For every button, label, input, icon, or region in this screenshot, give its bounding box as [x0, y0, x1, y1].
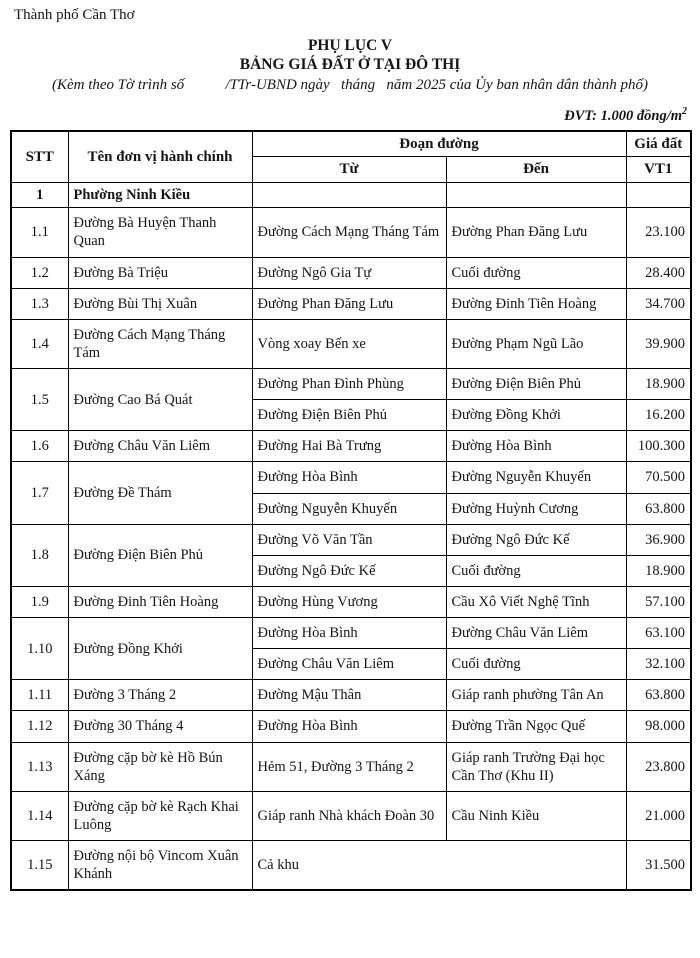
col-header-admin-unit: Tên đơn vị hành chính — [68, 131, 252, 183]
street-name-cell: Đường Cách Mạng Tháng Tám — [68, 319, 252, 368]
appendix-title: PHỤ LỤC V — [307, 37, 393, 54]
document-subtitle: (Kèm theo Tờ trình số /TTr-UBND ngày tháng năm 2025 của Ủy ban nhân dân thành phố) — [51, 76, 649, 93]
segment-from-cell: Đường Phan Đăng Lưu — [252, 288, 446, 319]
street-name-cell: Đường cặp bờ kè Rạch Khai Luông — [68, 791, 252, 840]
city-label: Thành phố Cần Thơ — [14, 7, 135, 23]
street-name-cell: Đường cặp bờ kè Hồ Bún Xáng — [68, 742, 252, 791]
street-number-cell: 1.4 — [11, 319, 68, 368]
segment-to-cell: Đường Phạm Ngũ Lão — [446, 319, 626, 368]
street-number-cell: 1.15 — [11, 841, 68, 891]
street-name-cell: Đường 3 Tháng 2 — [68, 680, 252, 711]
land-price-table — [10, 130, 692, 892]
col-header-stt: STT — [11, 131, 68, 183]
segment-from-cell: Đường Hòa Bình — [252, 618, 446, 649]
price-cell: 98.000 — [626, 711, 691, 742]
col-header-to: Đến — [446, 157, 626, 183]
col-header-segment-group: Đoạn đường — [252, 131, 626, 157]
col-header-price-group: Giá đất — [626, 131, 691, 157]
price-cell: 63.800 — [626, 493, 691, 524]
price-cell: 23.800 — [626, 742, 691, 791]
price-cell: 16.200 — [626, 400, 691, 431]
price-cell: 70.500 — [626, 462, 691, 493]
table-row — [11, 288, 691, 319]
price-cell: 34.700 — [626, 288, 691, 319]
street-number-cell: 1.5 — [11, 369, 68, 431]
price-cell: 100.300 — [626, 431, 691, 462]
street-number-cell: 1.3 — [11, 288, 68, 319]
street-name-cell: Đường Đề Thám — [68, 462, 252, 524]
street-number-cell: 1.10 — [11, 618, 68, 680]
segment-from-cell: Đường Nguyễn Khuyến — [252, 493, 446, 524]
street-name-cell: Đường Đinh Tiên Hoàng — [68, 586, 252, 617]
table-row — [11, 524, 691, 555]
price-cell: 39.900 — [626, 319, 691, 368]
street-number-cell: 1.14 — [11, 791, 68, 840]
segment-to-cell: Đường Nguyễn Khuyến — [446, 462, 626, 493]
section-name-cell: Phường Ninh Kiều — [68, 183, 252, 208]
table-header — [11, 131, 691, 183]
table-row — [11, 791, 691, 840]
segment-from-cell: Giáp ranh Nhà khách Đoàn 30 — [252, 791, 446, 840]
street-name-cell: Đường Bà Triệu — [68, 257, 252, 288]
section-row — [11, 183, 691, 208]
street-number-cell: 1.1 — [11, 208, 68, 257]
section-empty-price-cell — [626, 183, 691, 208]
segment-from-cell: Đường Võ Văn Tần — [252, 524, 446, 555]
segment-from-cell: Đường Hùng Vương — [252, 586, 446, 617]
segment-from-cell: Đường Phan Đình Phùng — [252, 369, 446, 400]
segment-to-cell: Giáp ranh Trường Đại học Cần Thơ (Khu II) — [446, 742, 626, 791]
street-number-cell: 1.13 — [11, 742, 68, 791]
segment-to-cell: Đường Đinh Tiên Hoàng — [446, 288, 626, 319]
price-cell: 36.900 — [626, 524, 691, 555]
street-number-cell: 1.6 — [11, 431, 68, 462]
price-cell: 21.000 — [626, 791, 691, 840]
segment-to-cell: Đường Châu Văn Liêm — [446, 618, 626, 649]
street-name-cell: Đường Châu Văn Liêm — [68, 431, 252, 462]
street-name-cell: Đường Cao Bá Quát — [68, 369, 252, 431]
street-name-cell: Đường Bà Huyện Thanh Quan — [68, 208, 252, 257]
table-row — [11, 208, 691, 257]
col-header-from: Từ — [252, 157, 446, 183]
table-body — [11, 183, 691, 891]
segment-to-cell: Đường Trần Ngọc Quế — [446, 711, 626, 742]
segment-to-cell: Đường Hòa Bình — [446, 431, 626, 462]
street-number-cell: 1.7 — [11, 462, 68, 524]
segment-to-cell: Đường Ngô Đức Kế — [446, 524, 626, 555]
segment-from-cell: Đường Mậu Thân — [252, 680, 446, 711]
table-row — [11, 462, 691, 493]
price-cell: 57.100 — [626, 586, 691, 617]
street-number-cell: 1.11 — [11, 680, 68, 711]
table-row — [11, 431, 691, 462]
table-row — [11, 711, 691, 742]
section-number-cell: 1 — [11, 183, 68, 208]
street-number-cell: 1.8 — [11, 524, 68, 586]
segment-to-cell: Cuối đường — [446, 649, 626, 680]
segment-from-cell: Cả khu — [252, 841, 626, 891]
section-empty-to-cell — [446, 183, 626, 208]
segment-to-cell: Cầu Xô Viết Nghệ Tĩnh — [446, 586, 626, 617]
segment-to-cell: Cuối đường — [446, 257, 626, 288]
segment-to-cell: Cầu Ninh Kiều — [446, 791, 626, 840]
segment-from-cell: Đường Điện Biên Phủ — [252, 400, 446, 431]
col-header-price-vt1: VT1 — [626, 157, 691, 183]
segment-from-cell: Đường Cách Mạng Tháng Tám — [252, 208, 446, 257]
unit-note-superscript: 2 — [682, 105, 687, 117]
title-block — [10, 37, 690, 94]
segment-to-cell: Đường Huỳnh Cương — [446, 493, 626, 524]
table-row — [11, 586, 691, 617]
street-name-cell: Đường Điện Biên Phủ — [68, 524, 252, 586]
document-title: BẢNG GIÁ ĐẤT Ở TẠI ĐÔ THỊ — [239, 55, 461, 73]
street-name-cell: Đường 30 Tháng 4 — [68, 711, 252, 742]
street-number-cell: 1.9 — [11, 586, 68, 617]
table-row — [11, 319, 691, 368]
segment-from-cell: Đường Ngô Đức Kế — [252, 555, 446, 586]
price-cell: 32.100 — [626, 649, 691, 680]
segment-to-cell: Giáp ranh phường Tân An — [446, 680, 626, 711]
segment-to-cell: Đường Phan Đăng Lưu — [446, 208, 626, 257]
table-row — [11, 618, 691, 649]
segment-from-cell: Đường Hai Bà Trưng — [252, 431, 446, 462]
table-row — [11, 369, 691, 400]
price-cell: 63.100 — [626, 618, 691, 649]
table-row — [11, 680, 691, 711]
table-row — [11, 841, 691, 891]
table-row — [11, 257, 691, 288]
segment-from-cell: Vòng xoay Bến xe — [252, 319, 446, 368]
price-cell: 18.900 — [626, 555, 691, 586]
segment-from-cell: Đường Hòa Bình — [252, 711, 446, 742]
street-number-cell: 1.12 — [11, 711, 68, 742]
street-number-cell: 1.2 — [11, 257, 68, 288]
price-cell: 28.400 — [626, 257, 691, 288]
price-cell: 18.900 — [626, 369, 691, 400]
segment-to-cell: Đường Đồng Khởi — [446, 400, 626, 431]
segment-from-cell: Đường Châu Văn Liêm — [252, 649, 446, 680]
segment-from-cell: Đường Ngô Gia Tự — [252, 257, 446, 288]
segment-to-cell: Đường Điện Biên Phủ — [446, 369, 626, 400]
segment-from-cell: Hẻm 51, Đường 3 Tháng 2 — [252, 742, 446, 791]
unit-note — [10, 106, 687, 125]
price-cell: 63.800 — [626, 680, 691, 711]
table-row — [11, 742, 691, 791]
section-empty-from-cell — [252, 183, 446, 208]
street-name-cell: Đường Bùi Thị Xuân — [68, 288, 252, 319]
segment-to-cell: Cuối đường — [446, 555, 626, 586]
segment-from-cell: Đường Hòa Bình — [252, 462, 446, 493]
price-cell: 31.500 — [626, 841, 691, 891]
unit-note-text: ĐVT: 1.000 đồng/m — [564, 107, 682, 124]
street-name-cell: Đường nội bộ Vincom Xuân Khánh — [68, 841, 252, 891]
street-name-cell: Đường Đồng Khởi — [68, 618, 252, 680]
table-header-row-1 — [11, 131, 691, 157]
price-cell: 23.100 — [626, 208, 691, 257]
